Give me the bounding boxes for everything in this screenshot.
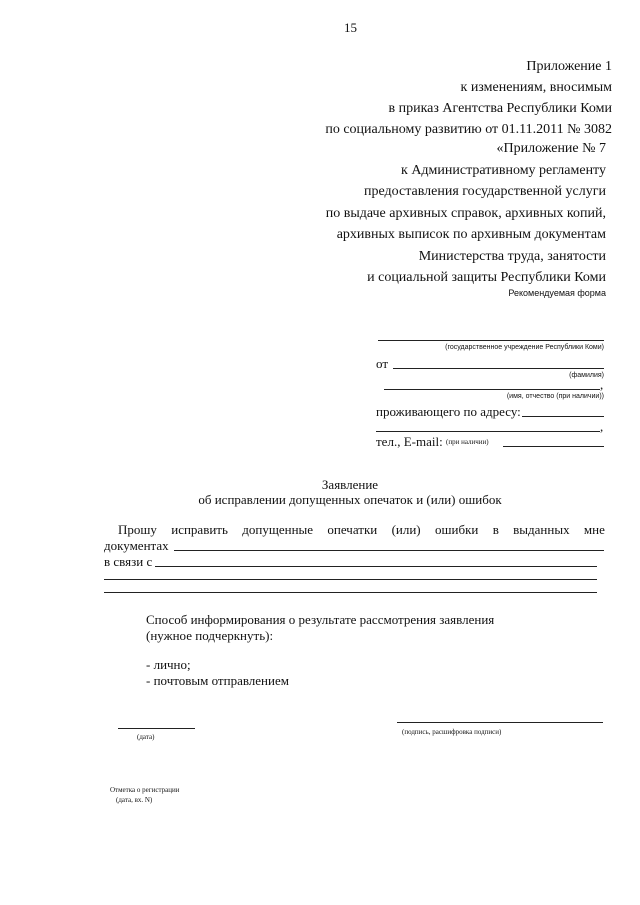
request-word: мне [583, 522, 605, 537]
phone-note: (при наличии) [446, 438, 489, 446]
notify-option-mail[interactable]: - почтовым отправлением [146, 673, 289, 688]
appendix-1-line: Приложение 1 [526, 59, 612, 74]
address-line-2[interactable] [376, 431, 600, 432]
address-comma: , [600, 419, 604, 434]
from-label: от [376, 356, 389, 371]
notify-line-2: (нужное подчеркнуть): [146, 628, 274, 643]
appendix-7-line: к Административному регламенту [401, 162, 606, 178]
appendix-7-line: и социальной защиты Республики Коми [367, 270, 606, 285]
appendix-1-line: по социальному развитию от 01.11.2011 № 3082 [325, 122, 612, 137]
reason-label: в связи с [104, 554, 153, 569]
name-caption: (имя, отчество (при наличии)) [506, 393, 604, 400]
request-word: (или) [391, 522, 421, 537]
registration-note: (дата, вх. N) [116, 796, 153, 804]
name-comma: , [600, 377, 604, 392]
appendix-7-line: «Приложение № 7 [496, 141, 606, 156]
statement-subtitle: об исправлении допущенных опечаток и (или) ошибок [198, 492, 502, 507]
surname-caption: (фамилия) [569, 372, 604, 379]
request-word: Прошу [118, 522, 157, 537]
request-word: опечатки [327, 522, 378, 537]
notify-option-in-person[interactable]: - лично; [146, 657, 191, 672]
appendix-7-line: по выдаче архивных справок, архивных копий, [325, 205, 606, 221]
page-number: 15 [344, 20, 357, 35]
documents-label: документах [104, 538, 169, 553]
recommended-form-label: Рекомендуемая форма [508, 288, 606, 298]
statement-title: Заявление [321, 477, 379, 492]
date-line[interactable] [118, 728, 195, 729]
reason-line-1[interactable] [155, 566, 597, 567]
request-word: в [492, 522, 499, 537]
request-line [118, 522, 605, 538]
phone-line[interactable] [503, 446, 604, 447]
institution-line[interactable] [378, 340, 604, 341]
reason-line-3[interactable] [104, 592, 597, 593]
appendix-7-line: предоставления государственной услуги [364, 184, 606, 199]
request-word: исправить [171, 522, 228, 537]
appendix-1-line: к изменениям, вносимым [460, 80, 612, 95]
reason-line-2[interactable] [104, 579, 597, 580]
appendix-7-header [326, 138, 606, 289]
address-label: проживающего по адресу: [376, 404, 521, 419]
signature-caption: (подпись, расшифровка подписи) [402, 728, 502, 736]
signature-line[interactable] [397, 722, 603, 723]
registration-label: Отметка о регистрации [110, 786, 180, 794]
name-line[interactable] [384, 389, 600, 390]
request-word: выданных [513, 522, 570, 537]
request-word: допущенные [242, 522, 314, 537]
request-word: ошибки [434, 522, 479, 537]
notify-line-1: Способ информирования о результате рассмотрения заявления [146, 612, 495, 627]
appendix-1-header [325, 56, 612, 140]
surname-line[interactable] [393, 368, 604, 369]
institution-caption: (государственное учреждение Республики Коми) [445, 344, 604, 351]
address-line-1[interactable] [522, 416, 604, 417]
appendix-7-line: архивных выписок по архивным документам [336, 227, 606, 242]
documents-line[interactable] [174, 550, 604, 551]
appendix-7-line: Министерства труда, занятости [418, 248, 606, 264]
appendix-1-line: в приказ Агентства Республики Коми [388, 101, 612, 116]
date-caption: (дата) [137, 733, 155, 741]
phone-label: тел., E-mail: [376, 434, 443, 449]
